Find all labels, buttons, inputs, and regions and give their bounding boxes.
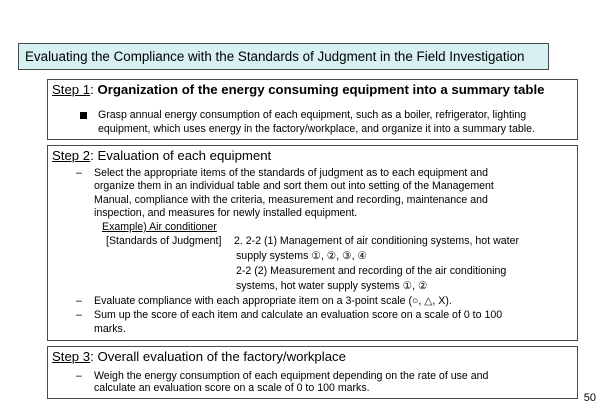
step2-item-line: Evaluate compliance with each appropriate item on a 3-point scale (○, △, X). — [94, 295, 452, 307]
step2-title: Evaluation of each equipment — [97, 148, 272, 163]
step2-item-line: marks. — [94, 323, 126, 335]
step2-label: Step 2 — [52, 148, 91, 163]
step3-item-line: calculate an evaluation score on a scale of 0 to 100 marks. — [94, 382, 370, 394]
example-label: Example) Air conditioner — [102, 221, 217, 233]
step3-title: Overall evaluation of the factory/workplace — [97, 349, 346, 364]
step1-box — [47, 79, 578, 140]
standards-line: 2. 2-2 (1) Management of air conditioning systems, hot water — [234, 235, 519, 247]
step1-title: Organization of the energy consuming equipment into a summary table — [97, 82, 545, 97]
step3-box — [47, 346, 578, 399]
slide-title: Evaluating the Compliance with the Standards of Judgment in the Field Investigation — [18, 43, 549, 70]
dash-bullet: – — [76, 370, 82, 382]
step1-bullet-line: Grasp annual energy consumption of each equipment, such as a boiler, refrigerator, lighting — [98, 109, 527, 121]
step3-item-line: Weigh the energy consumption of each equipment depending on the rate of use and — [94, 370, 489, 382]
standards-line: systems, hot water supply systems ①, ② — [236, 280, 428, 292]
standards-line: 2-2 (2) Measurement and recording of the air conditioning — [236, 265, 507, 277]
square-bullet-icon — [80, 109, 87, 123]
step2-item-line: Select the appropriate items of the standards of judgment as to each equipment and — [94, 167, 488, 179]
step1-heading: Step 1: Organization of the energy consuming equipment into a summary table — [52, 82, 545, 97]
step2-item-line: Manual, compliance with the criteria, measurement and recording, maintenance and — [94, 193, 488, 206]
step1-bullet-line: equipment, which uses energy in the factory/workplace, and organize it into a summary table. — [98, 123, 535, 135]
dash-bullet: – — [76, 309, 82, 321]
step2-item-line: organize them in an individual table and sort them out into setting of the Management — [94, 180, 494, 193]
step2-item-line: Sum up the score of each item and calculate an evaluation score on a scale of 0 to 100 — [94, 309, 503, 321]
dash-bullet: – — [76, 295, 82, 307]
step2-box — [47, 145, 578, 341]
step2-item-line: inspection, and measures for newly installed equipment. — [94, 206, 358, 219]
step3-heading: Step 3: Overall evaluation of the factory/workplace — [52, 349, 346, 364]
page-number: 50 — [583, 392, 596, 404]
standards-line: supply systems ①, ②, ③, ④ — [236, 250, 368, 262]
step2-heading: Step 2: Evaluation of each equipment — [52, 148, 272, 163]
step1-label: Step 1 — [52, 82, 91, 97]
step3-label: Step 3 — [52, 349, 91, 364]
standards-label: [Standards of Judgment] — [106, 235, 222, 247]
dash-bullet: – — [76, 167, 82, 179]
